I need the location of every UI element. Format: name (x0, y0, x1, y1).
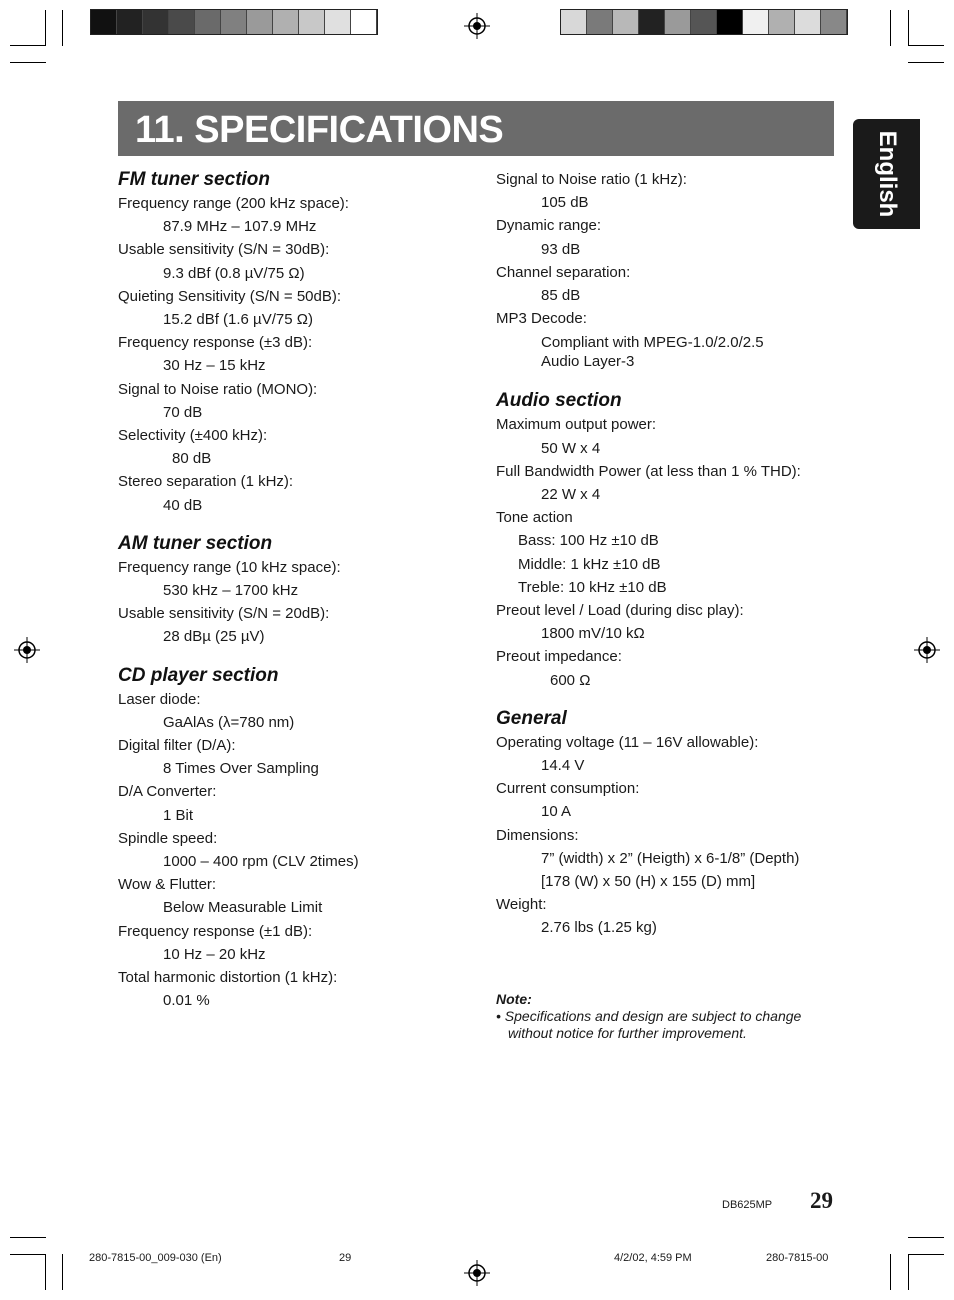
spec-label: Stereo separation (1 kHz): (118, 473, 294, 491)
spec-item (118, 602, 478, 648)
spec-value: 1 Bit (163, 806, 194, 824)
color-swatch (743, 10, 769, 34)
spec-item (118, 470, 478, 516)
spec-label: Selectivity (±400 kHz): (118, 427, 268, 445)
color-swatch (169, 10, 195, 34)
spec-label: Frequency range (200 kHz space): (118, 195, 349, 212)
spec-label: Dimensions: (496, 826, 579, 844)
spec-value: 85 dB (541, 287, 581, 305)
registration-mark-icon (464, 13, 490, 39)
spec-label: Frequency response (±3 dB): (118, 334, 313, 352)
spec-label: Frequency response (±1 dB): (118, 922, 313, 940)
spec-item (118, 966, 478, 1012)
spec-value: 530 kHz – 1700 kHz (163, 582, 299, 600)
color-swatch (325, 10, 351, 34)
spec-value: Treble: 10 kHz ±10 dB (518, 578, 667, 596)
spec-label: Full Bandwidth Power (at less than 1 % THD): (496, 462, 801, 480)
spec-label: Preout impedance: (496, 648, 622, 666)
color-swatch (351, 10, 377, 34)
spec-value: 10 Hz – 20 kHz (163, 945, 266, 963)
spec-value: 9.3 dBf (0.8 µV/75 Ω) (163, 264, 305, 282)
color-swatch (639, 10, 665, 34)
spec-value: 15.2 dBf (1.6 µV/75 Ω) (163, 311, 313, 329)
section-heading-general: General (496, 707, 567, 729)
spec-value: 0.01 % (163, 992, 210, 1010)
spec-label: D/A Converter: (118, 783, 217, 801)
color-swatch (195, 10, 221, 34)
crop-mark (10, 62, 46, 63)
crop-mark (908, 62, 944, 63)
spec-value: [178 (W) x 50 (H) x 155 (D) mm] (541, 873, 756, 891)
color-calibration-bar-left (90, 9, 378, 35)
color-swatch (273, 10, 299, 34)
section-heading-audio: Audio section (496, 390, 622, 412)
color-swatch (613, 10, 639, 34)
spec-label: Signal to Noise ratio (MONO): (118, 380, 318, 398)
color-swatch (665, 10, 691, 34)
spec-value: Middle: 1 kHz ±10 dB (518, 555, 661, 573)
spec-label: Total harmonic distortion (1 kHz): (118, 969, 338, 987)
crop-mark (890, 1254, 891, 1290)
section-heading-cd: CD player section (118, 664, 279, 686)
crop-mark (62, 1254, 63, 1290)
spec-label: Wow & Flutter: (118, 876, 217, 894)
color-swatch (247, 10, 273, 34)
crop-mark (908, 1237, 944, 1238)
spec-value: 14.4 V (541, 757, 585, 775)
spec-value: Bass: 100 Hz ±10 dB (518, 532, 659, 550)
spec-label: Preout level / Load (during disc play): (496, 602, 744, 620)
spec-item (496, 168, 841, 214)
crop-mark (45, 10, 46, 46)
color-swatch (91, 10, 117, 34)
section-heading-fm: FM tuner section (118, 169, 271, 190)
crop-mark (62, 10, 63, 46)
footer-code: 280-7815-00 (766, 1252, 829, 1264)
spec-value: Audio Layer-3 (541, 353, 635, 371)
model-number: DB625MP (722, 1199, 773, 1211)
color-swatch (143, 10, 169, 34)
color-swatch (587, 10, 613, 34)
footer-file: 280-7815-00_009-030 (En) (89, 1252, 222, 1264)
crop-mark (908, 1254, 909, 1290)
note-text: • Specifications and design are subject to change without notice for further improvement. (496, 1008, 802, 1041)
spec-value: GaAlAs (λ=780 nm) (163, 713, 295, 731)
color-swatch (769, 10, 795, 34)
color-swatch (221, 10, 247, 34)
spec-value: 70 dB (163, 403, 203, 421)
spec-value: 1000 – 400 rpm (CLV 2times) (163, 853, 359, 871)
spec-item (496, 261, 841, 307)
spec-value: 87.9 MHz – 107.9 MHz (163, 218, 317, 236)
spec-value: 93 dB (541, 240, 581, 258)
color-swatch (795, 10, 821, 34)
spec-item (118, 192, 478, 238)
spec-item (118, 556, 478, 602)
spec-label: Frequency range (10 kHz space): (118, 558, 341, 576)
specs-right-column (496, 168, 841, 940)
spec-item (118, 827, 478, 873)
spec-label: Spindle speed: (118, 829, 218, 847)
spec-item (118, 873, 478, 919)
spec-item (118, 331, 478, 377)
spec-label: Channel separation: (496, 263, 631, 281)
crop-mark (10, 45, 46, 46)
page-number: 29 (810, 1188, 833, 1213)
spec-value: 600 Ω (550, 671, 591, 689)
spec-value: 10 A (541, 803, 572, 821)
spec-value: 28 dBµ (25 µV) (163, 628, 265, 646)
spec-value: Compliant with MPEG-1.0/2.0/2.5 (541, 334, 764, 352)
spec-label: Usable sensitivity (S/N = 30dB): (118, 241, 330, 259)
spec-label: Quieting Sensitivity (S/N = 50dB): (118, 287, 342, 305)
specs-left-column (118, 168, 478, 1013)
section-heading-am: AM tuner section (118, 532, 273, 554)
spec-label: Maximum output power: (496, 416, 657, 434)
color-swatch (821, 10, 847, 34)
spec-item (118, 688, 478, 734)
spec-value: Below Measurable Limit (163, 899, 323, 917)
note-block (496, 991, 841, 1042)
spec-item (118, 920, 478, 966)
spec-label: Signal to Noise ratio (1 kHz): (496, 171, 687, 188)
spec-value: 8 Times Over Sampling (163, 760, 319, 778)
spec-value: 2.76 lbs (1.25 kg) (541, 919, 657, 937)
spec-value: 22 W x 4 (541, 486, 601, 504)
color-swatch (561, 10, 587, 34)
spec-item (496, 307, 841, 371)
spec-value: 105 dB (541, 194, 589, 212)
registration-mark-icon (914, 637, 940, 663)
page-title: 11. SPECIFICATIONS (135, 109, 504, 151)
note-heading: Note: (496, 991, 532, 1007)
spec-value: 80 dB (172, 450, 212, 468)
spec-value: 7” (width) x 2” (Heigth) x 6-1/8” (Depth) (541, 849, 800, 867)
spec-label: Laser diode: (118, 690, 201, 708)
color-swatch (717, 10, 743, 34)
spec-item (118, 734, 478, 780)
crop-mark (45, 1254, 46, 1290)
spec-item (118, 285, 478, 331)
spec-label: Usable sensitivity (S/N = 20dB): (118, 605, 330, 623)
crop-mark (908, 1254, 944, 1255)
crop-mark (908, 10, 909, 46)
crop-mark (890, 10, 891, 46)
spec-value: 30 Hz – 15 kHz (163, 357, 266, 375)
language-tab-label: English (873, 130, 901, 218)
spec-item (118, 780, 478, 826)
footer-page: 29 (339, 1252, 352, 1264)
spec-label: Dynamic range: (496, 217, 602, 235)
registration-mark-icon (464, 1260, 490, 1286)
spec-label: Tone action (496, 509, 573, 527)
color-swatch (117, 10, 143, 34)
spec-label: MP3 Decode: (496, 310, 587, 328)
crop-mark (10, 1237, 46, 1238)
spec-label: Operating voltage (11 – 16V allowable): (496, 733, 759, 751)
crop-mark (908, 45, 944, 46)
spec-item (496, 214, 841, 260)
spec-item (118, 238, 478, 284)
color-swatch (691, 10, 717, 34)
registration-mark-icon (14, 637, 40, 663)
color-swatch (299, 10, 325, 34)
color-calibration-bar-right (560, 9, 848, 35)
spec-label: Current consumption: (496, 780, 640, 798)
spec-value: 50 W x 4 (541, 439, 601, 457)
language-tab (853, 119, 920, 229)
crop-mark (10, 1254, 46, 1255)
spec-label: Digital filter (D/A): (118, 737, 236, 755)
spec-value: 1800 mV/10 kΩ (541, 625, 645, 643)
spec-value: 40 dB (163, 496, 203, 514)
footer-date: 4/2/02, 4:59 PM (614, 1252, 692, 1264)
spec-item (118, 378, 478, 424)
spec-item (118, 424, 478, 470)
spec-label: Weight: (496, 896, 547, 914)
